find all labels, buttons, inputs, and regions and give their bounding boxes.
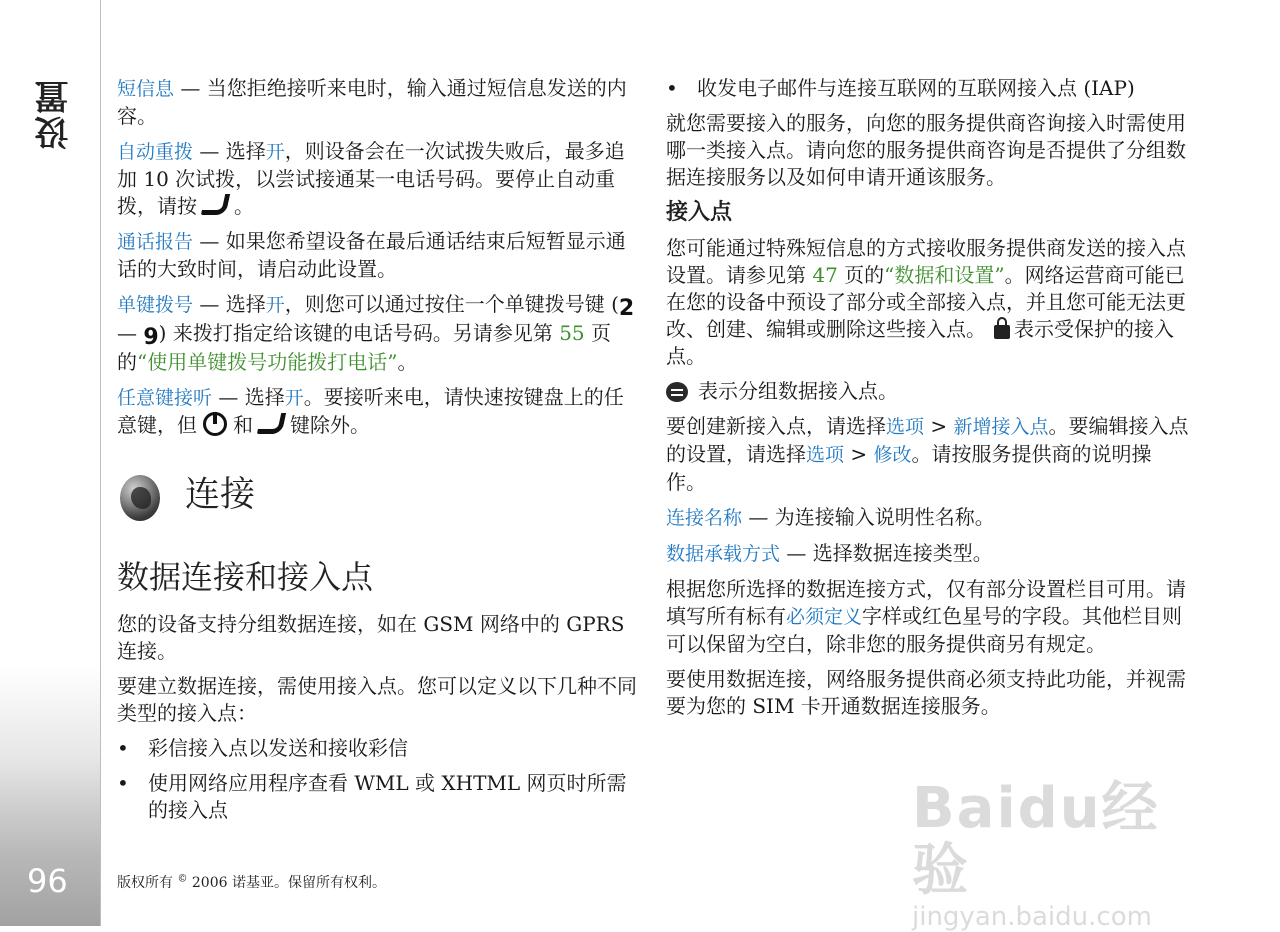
menu-options-label: 选项 [806, 444, 845, 466]
key-2-icon: 2 [618, 296, 635, 321]
page-ref-47[interactable]: 47 [812, 263, 838, 287]
key-range-dash: — [117, 321, 144, 345]
menu-separator: > [844, 442, 874, 466]
auto-redial-paragraph [117, 138, 637, 220]
any-key-text-1: — 选择 [212, 385, 285, 409]
required-term: 必须定义 [786, 606, 863, 628]
create-text-2: 。要编辑接入点的设置，请选择 [666, 414, 1189, 466]
auto-redial-text-2: ，则设备会在一次试拨失败后，最多追加 10 次试拨，以尝试接通某一电话号码。要停止自动重拨，请按 [117, 139, 625, 218]
setting-term-data-bearer: 数据承载方式 [666, 543, 781, 565]
packet-data-icon-paragraph [666, 378, 1191, 405]
ap-text-4: 表示受保护的接入点。 [666, 317, 1174, 368]
power-key-icon [203, 412, 227, 436]
access-point-types-intro: 要建立数据连接，需使用接入点。您可以定义以下几种不同类型的接入点： [117, 674, 637, 725]
option-on: 开 [265, 141, 285, 163]
create-text-3: 。请按服务提供商的说明操作。 [666, 442, 1152, 494]
connection-name-paragraph [666, 504, 1191, 532]
speed-dial-text-2: ，则您可以通过按住一个单键拨号键 ( [284, 292, 619, 316]
access-point-type-list [117, 735, 637, 824]
required-fields-paragraph [666, 576, 1191, 658]
page-ref-55[interactable]: 55 [559, 321, 585, 345]
auto-redial-text-1: — 选择 [193, 139, 266, 163]
lock-icon [994, 325, 1010, 339]
connectivity-section-header [117, 467, 637, 539]
speed-dial-text-5: 。 [397, 350, 418, 374]
required-text-2: 字样或红色星号的字段。其他栏目则可以保留为空白，除非您的服务提供商另有规定。 [666, 604, 1183, 656]
menu-options-label: 选项 [886, 416, 925, 438]
setting-term-any-key-answer: 任意键接听 [117, 387, 213, 409]
any-key-text-3: 和 [233, 413, 253, 437]
speed-dial-text-4: 页的 [117, 321, 612, 374]
menu-new-access-point-label: 新增接入点 [953, 416, 1049, 438]
any-key-answer-paragraph [117, 384, 637, 439]
page-sidebar [0, 0, 101, 926]
any-key-text-4: 键除外。 [290, 413, 370, 437]
cross-reference-link[interactable]: “数据和设置” [884, 263, 1005, 287]
setting-term-sms: 短信息 [117, 78, 175, 100]
intro-paragraph: 您的设备支持分组数据连接，如在 GSM 网络中的 GPRS 连接。 [117, 612, 625, 663]
access-point-type-list-continued [666, 75, 1191, 102]
menu-edit-label: 修改 [873, 444, 912, 466]
subheading-access-points: 接入点 [666, 200, 733, 225]
packet-data-description: 表示分组数据接入点。 [698, 379, 898, 403]
access-point-settings-paragraph [666, 235, 1191, 370]
required-text-1: 根据您所选择的数据连接方式，仅有部分设置栏目可用。请填写所有标有 [666, 577, 1186, 628]
end-key-icon [201, 194, 230, 215]
page-heading: 数据连接和接入点 [117, 558, 374, 596]
data-bearer-description: — 选择数据连接类型。 [780, 541, 993, 565]
option-on: 开 [265, 294, 285, 316]
sms-setting-paragraph [117, 75, 637, 130]
connection-name-description: — 为连接输入说明性名称。 [742, 505, 995, 529]
copyright-mark: © [177, 873, 188, 885]
section-title: 连接 [185, 475, 256, 515]
ap-text-2: 页的 [837, 263, 885, 287]
list-item: • 收发电子邮件与连接互联网的互联网接入点 (IAP) [666, 75, 1191, 102]
packet-data-icon [666, 382, 688, 402]
speed-dial-paragraph [117, 291, 637, 376]
list-item: • 彩信接入点以发送和接收彩信 [117, 735, 637, 762]
create-text-1: 要创建新接入点，请选择 [666, 414, 886, 438]
watermark-logo: Baidu经验 [912, 776, 1160, 903]
globe-icon [120, 475, 160, 521]
any-key-text-2: 。要接听来电，请快速按键盘上的任意键，但 [117, 385, 624, 437]
auto-redial-text-3: 。 [234, 194, 254, 218]
ap-text-3: 。网络运营商可能已在您的设备中预设了部分或全部接入点，并且您可能无法更改、创建、编辑或删除这些接入点。 [666, 263, 1186, 341]
call-summary-paragraph [117, 228, 637, 283]
option-on: 开 [284, 387, 304, 409]
cross-reference-link[interactable]: “使用单键拨号功能拨打电话” [137, 350, 398, 374]
watermark [912, 776, 1212, 932]
consult-provider-paragraph: 就您需要接入的服务，向您的服务提供商咨询接入时需使用哪一类接入点。请向您的服务提供商咨询是否提供了分组数据连接服务以及如何申请开通该服务。 [666, 111, 1186, 189]
right-column [666, 75, 1191, 728]
speed-dial-text-3: ) 来拨打指定给该键的电话号码。另请参见第 [158, 321, 560, 345]
key-9-icon: 9 [143, 325, 159, 350]
menu-separator: > [924, 414, 954, 438]
copyright-text-2: 2006 诺基亚。保留所有权利。 [187, 875, 386, 891]
page-number: 96 [27, 862, 68, 900]
setting-term-auto-redial: 自动重拨 [117, 141, 194, 163]
speed-dial-text-1: — 选择 [193, 292, 266, 316]
watermark-url: jingyan.baidu.com [912, 902, 1152, 932]
create-edit-paragraph [666, 413, 1191, 496]
setting-term-speed-dial: 单键拨号 [117, 294, 194, 316]
setting-term-call-summary: 通话报告 [117, 231, 194, 253]
network-support-paragraph: 要使用数据连接，网络服务提供商必须支持此功能，并视需要为您的 SIM 卡开通数据连接服务。 [666, 667, 1186, 718]
sidebar-section-title: 设置 [35, 78, 75, 150]
left-column [117, 75, 637, 832]
data-bearer-paragraph [666, 540, 1191, 568]
ap-text-1: 您可能通过特殊短信息的方式接收服务提供商发送的接入点设置。请参见第 [666, 236, 1186, 287]
sms-description: — 当您拒绝接听来电时，输入通过短信息发送的内容。 [117, 76, 627, 128]
setting-term-connection-name: 连接名称 [666, 507, 743, 529]
end-key-icon [257, 413, 286, 434]
copyright-footer [117, 872, 386, 892]
list-item: • 使用网络应用程序查看 WML 或 XHTML 网页时所需的接入点 [117, 770, 637, 824]
copyright-text-1: 版权所有 [117, 875, 178, 891]
call-summary-description: — 如果您希望设备在最后通话结束后短暂显示通话的大致时间，请启动此设置。 [117, 229, 626, 281]
